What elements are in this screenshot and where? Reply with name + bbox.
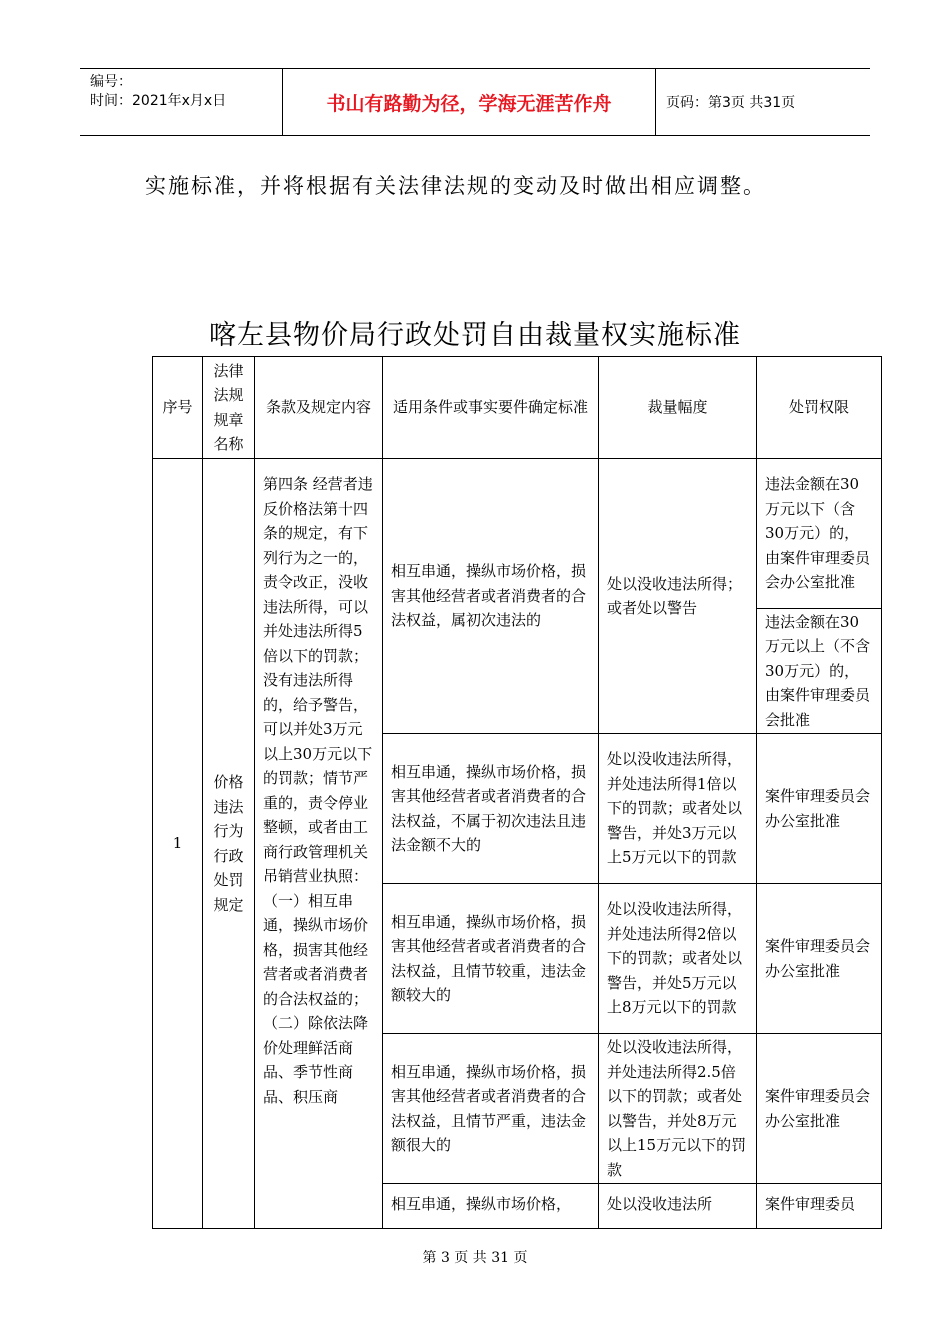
range-cell: 处以没收违法所得，并处违法所得2.5倍以下的罚款；或者处以警告，并处8万元以上15万元以下的罚款 [599,1034,757,1184]
clause-item-2: （二）除依法降价处理鲜活商品、季节性商品、积压商 [263,1014,369,1106]
document-date: 时间：2021年x月x日 [90,93,227,109]
page-header [80,68,870,136]
condition-cell: 相互串通，操纵市场价格， [383,1184,599,1229]
condition-cell: 相互串通，操纵市场价格，损害其他经营者或者消费者的合法权益，属初次违法的 [383,459,599,734]
range-cell: 处以没收违法所得，并处违法所得1倍以下的罚款；或者处以警告，并处3万元以上5万元以下的罚款 [599,734,757,884]
penalty-standard-table [152,356,882,1229]
authority-cell: 违法金额在30万元以下（含30万元）的，由案件审理委员会办公室批准 [757,459,882,609]
col-header-authority: 处罚权限 [757,357,882,459]
col-header-range: 裁量幅度 [599,357,757,459]
authority-cell: 案件审理委员 [757,1184,882,1229]
header-meta [80,69,283,135]
condition-cell: 相互串通，操纵市场价格，损害其他经营者或者消费者的合法权益，不属于初次违法且违法金额不大的 [383,734,599,884]
col-header-clause: 条款及规定内容 [255,357,383,459]
authority-cell: 案件审理委员会办公室批准 [757,734,882,884]
header-motto: 书山有路勤为径，学海无涯苦作舟 [283,69,656,135]
condition-cell: 相互串通，操纵市场价格，损害其他经营者或者消费者的合法权益，且情节严重，违法金额很大的 [383,1034,599,1184]
range-cell: 处以没收违法所得；或者处以警告 [599,459,757,734]
col-header-law-name: 法律法规规章名称 [203,357,255,459]
authority-cell: 违法金额在30万元以上（不含30万元）的，由案件审理委员会批准 [757,609,882,734]
header-page-info: 页码：第3页 共31页 [666,95,796,111]
document-title: 喀左县物价局行政处罚自由裁量权实施标准 [209,320,741,351]
range-cell: 处以没收违法所 [599,1184,757,1229]
clause-main-text: 第四条 经营者违反价格法第十四条的规定，有下列行为之一的，责令改正，没收违法所得，可以并处违法所得5倍以下的罚款；没有违法所得的，给予警告，可以并处3万元以上30万元以下的罚款；情节严重的，责令停业整顿，或者由工商行政管理机关吊销营业执照： [263,475,373,885]
table-header-row [153,357,882,459]
clause-cell [255,459,383,1229]
page-footer: 第 3 页 共 31 页 [422,1250,528,1266]
seq-cell: 1 [153,459,203,1229]
law-name-cell: 价格违法行为行政处罚规定 [203,459,255,1229]
range-cell: 处以没收违法所得，并处违法所得2倍以下的罚款；或者处以警告，并处5万元以上8万元以下的罚款 [599,884,757,1034]
intro-paragraph: 实施标准，并将根据有关法律法规的变动及时做出相应调整。 [145,174,766,198]
document-number-label: 编号： [90,74,132,90]
clause-item-1: （一）相互串通，操纵市场价格，损害其他经营者或者消费者的合法权益的； [263,891,369,1008]
col-header-seq: 序号 [153,357,203,459]
table-row [153,459,882,609]
col-header-condition: 适用条件或事实要件确定标准 [383,357,599,459]
authority-cell: 案件审理委员会办公室批准 [757,1034,882,1184]
authority-cell: 案件审理委员会办公室批准 [757,884,882,1034]
condition-cell: 相互串通，操纵市场价格，损害其他经营者或者消费者的合法权益，且情节较重，违法金额较大的 [383,884,599,1034]
